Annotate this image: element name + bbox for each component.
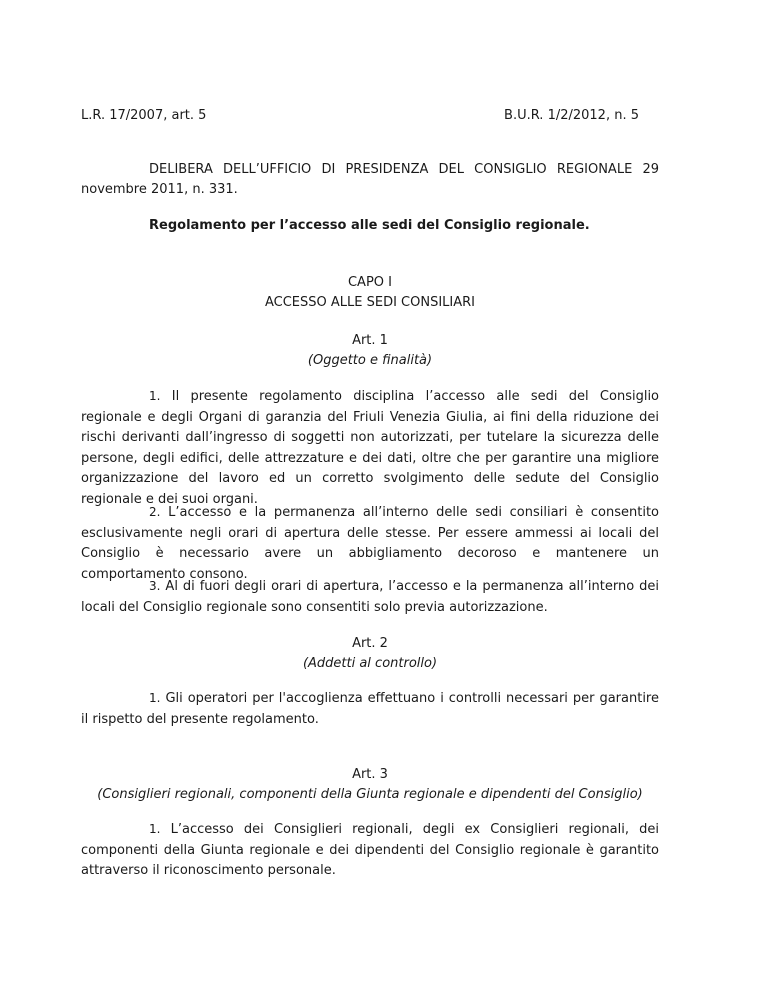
paragraph-number: 2.	[149, 505, 161, 519]
paragraph-number: 1.	[149, 822, 161, 836]
article-1-paragraph-3	[81, 576, 659, 618]
chapter-number: CAPO I	[347, 275, 392, 290]
bulletin-reference: B.U.R. 1/2/2012, n. 5	[504, 108, 639, 123]
paragraph-number: 1.	[149, 389, 161, 403]
deliberation-heading: DELIBERA DELL’UFFICIO DI PRESIDENZA DEL CONSIGLIO REGIONALE 29 novembre 2011, n. 331.	[81, 162, 659, 197]
article-3-paragraph-1	[81, 819, 659, 882]
paragraph-text: L’accesso e la permanenza all’interno delle sedi consiliari è consentito esclusivamente negli orari di apertura delle stesse. Per essere ammessi ai locali del Consiglio è necessario avere un abbigliamento decoroso e mantenere un comportamento consono.	[81, 505, 660, 582]
article-2-paragraph-1	[81, 688, 659, 730]
regulation-title: Regolamento per l’accesso alle sedi del Consiglio regionale.	[149, 218, 590, 233]
paragraph-number: 3.	[149, 579, 161, 593]
paragraph-text: Gli operatori per l'accoglienza effettuano i controlli necessari per garantire il rispetto del presente regolamento.	[81, 691, 659, 727]
paragraph-text: L’accesso dei Consiglieri regionali, degli ex Consiglieri regionali, dei componenti della Giunta regionale e dei dipendenti del Consiglio regionale è garantito attraverso il riconoscimento personale.	[81, 822, 659, 878]
article-2-subtitle: (Addetti al controllo)	[302, 656, 438, 671]
article-1-paragraph-2	[81, 502, 659, 585]
header-row	[81, 107, 639, 125]
article-1-label: Art. 1	[352, 333, 388, 348]
article-3-subtitle: (Consiglieri regionali, componenti della Giunta regionale e dipendenti del Consiglio)	[97, 787, 643, 802]
paragraph-number: 1.	[149, 691, 161, 705]
law-reference: L.R. 17/2007, art. 5	[81, 108, 207, 123]
article-2-label: Art. 2	[352, 636, 388, 651]
paragraph-text: Il presente regolamento disciplina l’accesso alle sedi del Consiglio regionale e degli Organi di garanzia del Friuli Venezia Giulia, ai fini della riduzione dei rischi derivanti dall’ingresso di soggetti non autorizzati, per tutelare la sicurezza delle persone, degli edifici, delle attrezzature e dei dati, oltre che per garantire una migliore organizzazione del lavoro ed un corretto svolgimento delle sedute del Consiglio regionale e dei suoi organi.	[81, 389, 660, 507]
paragraph-text: Al di fuori degli orari di apertura, l’accesso e la permanenza all’interno dei locali del Consiglio regionale sono consentiti solo previa autorizzazione.	[81, 579, 659, 615]
article-3-label: Art. 3	[352, 767, 388, 782]
chapter-title: ACCESSO ALLE SEDI CONSILIARI	[264, 295, 476, 310]
article-1-paragraph-1	[81, 386, 659, 510]
article-1-subtitle: (Oggetto e finalità)	[307, 353, 433, 368]
